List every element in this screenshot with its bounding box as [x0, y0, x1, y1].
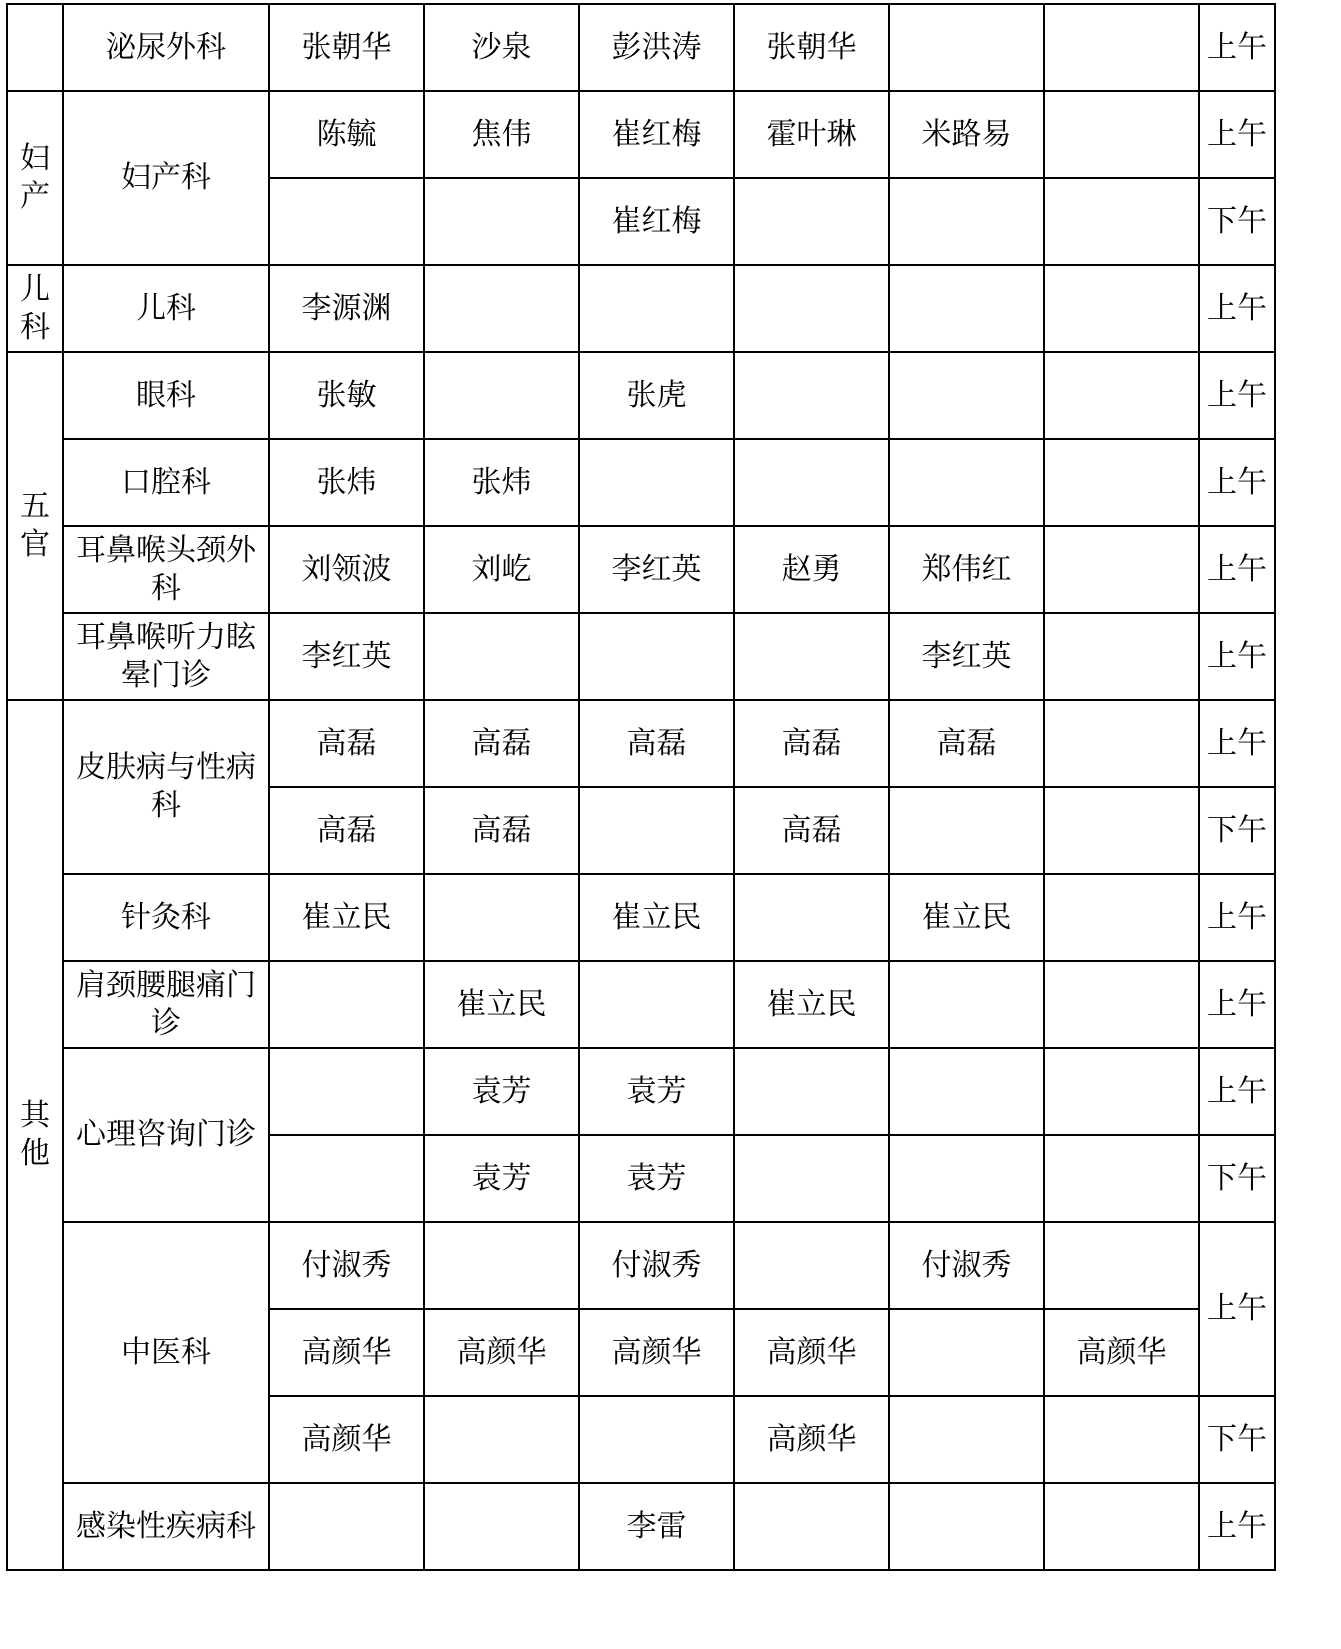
doctor-cell: 崔立民 [269, 874, 424, 961]
doctor-cell [1044, 4, 1199, 91]
doctor-cell [1044, 178, 1199, 265]
doctor-cell [734, 1222, 889, 1309]
department-cell: 针灸科 [63, 874, 269, 961]
session-cell: 上午 [1199, 265, 1275, 352]
session-cell: 上午 [1199, 613, 1275, 700]
doctor-cell: 霍叶琳 [734, 91, 889, 178]
doctor-cell: 崔立民 [424, 961, 579, 1048]
session-cell: 上午 [1199, 91, 1275, 178]
doctor-cell [424, 1483, 579, 1570]
doctor-cell [1044, 961, 1199, 1048]
doctor-cell: 高磊 [579, 700, 734, 787]
doctor-cell [734, 352, 889, 439]
department-cell: 感染性疾病科 [63, 1483, 269, 1570]
doctor-cell [1044, 787, 1199, 874]
doctor-cell: 刘领波 [269, 526, 424, 613]
doctor-cell: 高磊 [734, 700, 889, 787]
doctor-cell [734, 613, 889, 700]
table-row [7, 265, 1275, 352]
table-row [7, 961, 1275, 1048]
session-cell: 下午 [1199, 1135, 1275, 1222]
doctor-cell [734, 1483, 889, 1570]
department-cell: 口腔科 [63, 439, 269, 526]
doctor-cell [1044, 613, 1199, 700]
session-cell: 上午 [1199, 4, 1275, 91]
doctor-cell [579, 613, 734, 700]
doctor-cell [269, 1483, 424, 1570]
doctor-cell [1044, 1483, 1199, 1570]
doctor-cell: 张朝华 [734, 4, 889, 91]
table-row [7, 526, 1275, 613]
table-row [7, 1048, 1275, 1135]
doctor-cell [1044, 526, 1199, 613]
session-cell: 上午 [1199, 1048, 1275, 1135]
doctor-cell: 崔立民 [579, 874, 734, 961]
session-cell: 下午 [1199, 178, 1275, 265]
doctor-cell [889, 1483, 1044, 1570]
doctor-cell: 陈毓 [269, 91, 424, 178]
doctor-cell: 付淑秀 [269, 1222, 424, 1309]
doctor-cell [889, 1135, 1044, 1222]
session-cell: 上午 [1199, 352, 1275, 439]
doctor-cell: 崔红梅 [579, 178, 734, 265]
category-cell: 五官 [7, 352, 63, 700]
category-cell: 其他 [7, 700, 63, 1570]
doctor-cell: 付淑秀 [889, 1222, 1044, 1309]
table-row [7, 700, 1275, 787]
doctor-cell: 张敏 [269, 352, 424, 439]
clinic-schedule-table [6, 3, 1276, 1571]
doctor-cell: 高颜华 [424, 1309, 579, 1396]
department-cell: 中医科 [63, 1222, 269, 1483]
doctor-cell [579, 787, 734, 874]
doctor-cell: 高颜华 [734, 1309, 889, 1396]
doctor-cell: 张炜 [269, 439, 424, 526]
doctor-cell: 高磊 [889, 700, 1044, 787]
department-cell: 肩颈腰腿痛门诊 [63, 961, 269, 1048]
session-cell: 上午 [1199, 874, 1275, 961]
doctor-cell [579, 1396, 734, 1483]
department-cell: 皮肤病与性病科 [63, 700, 269, 874]
department-cell: 儿科 [63, 265, 269, 352]
doctor-cell: 高颜华 [734, 1396, 889, 1483]
session-cell: 上午 [1199, 961, 1275, 1048]
doctor-cell: 张虎 [579, 352, 734, 439]
doctor-cell [889, 961, 1044, 1048]
doctor-cell [269, 1135, 424, 1222]
doctor-cell: 高颜华 [1044, 1309, 1199, 1396]
department-cell: 妇产科 [63, 91, 269, 265]
doctor-cell [889, 4, 1044, 91]
doctor-cell: 李红英 [889, 613, 1044, 700]
doctor-cell [579, 265, 734, 352]
doctor-cell [424, 874, 579, 961]
doctor-cell [1044, 1396, 1199, 1483]
doctor-cell: 李红英 [579, 526, 734, 613]
doctor-cell: 高磊 [424, 700, 579, 787]
doctor-cell: 李源渊 [269, 265, 424, 352]
doctor-cell: 焦伟 [424, 91, 579, 178]
doctor-cell: 李雷 [579, 1483, 734, 1570]
doctor-cell [1044, 1222, 1199, 1309]
doctor-cell: 崔立民 [734, 961, 889, 1048]
department-cell: 眼科 [63, 352, 269, 439]
doctor-cell [579, 961, 734, 1048]
doctor-cell: 彭洪涛 [579, 4, 734, 91]
doctor-cell: 高颜华 [579, 1309, 734, 1396]
doctor-cell [1044, 265, 1199, 352]
department-cell: 心理咨询门诊 [63, 1048, 269, 1222]
doctor-cell: 袁芳 [579, 1048, 734, 1135]
doctor-cell [269, 1048, 424, 1135]
doctor-cell [269, 178, 424, 265]
doctor-cell: 高磊 [424, 787, 579, 874]
session-cell: 上午 [1199, 1222, 1275, 1396]
doctor-cell [889, 265, 1044, 352]
doctor-cell [734, 178, 889, 265]
doctor-cell: 袁芳 [424, 1048, 579, 1135]
doctor-cell: 高磊 [269, 700, 424, 787]
doctor-cell [579, 439, 734, 526]
doctor-cell: 崔立民 [889, 874, 1044, 961]
doctor-cell [424, 613, 579, 700]
table-row [7, 613, 1275, 700]
doctor-cell [1044, 439, 1199, 526]
doctor-cell [889, 1396, 1044, 1483]
doctor-cell: 袁芳 [579, 1135, 734, 1222]
doctor-cell: 张炜 [424, 439, 579, 526]
doctor-cell: 付淑秀 [579, 1222, 734, 1309]
doctor-cell: 郑伟红 [889, 526, 1044, 613]
doctor-cell [1044, 1048, 1199, 1135]
doctor-cell: 张朝华 [269, 4, 424, 91]
category-cell [7, 4, 63, 91]
table-row [7, 874, 1275, 961]
table-row [7, 439, 1275, 526]
session-cell: 上午 [1199, 1483, 1275, 1570]
doctor-cell: 高颜华 [269, 1396, 424, 1483]
doctor-cell [1044, 700, 1199, 787]
doctor-cell: 赵勇 [734, 526, 889, 613]
doctor-cell: 米路易 [889, 91, 1044, 178]
doctor-cell [734, 439, 889, 526]
department-cell: 耳鼻喉听力眩晕门诊 [63, 613, 269, 700]
doctor-cell [889, 1309, 1044, 1396]
doctor-cell: 沙泉 [424, 4, 579, 91]
table-row [7, 4, 1275, 91]
doctor-cell: 高磊 [269, 787, 424, 874]
table-row [7, 352, 1275, 439]
doctor-cell [734, 1135, 889, 1222]
doctor-cell [889, 1048, 1044, 1135]
doctor-cell [424, 1222, 579, 1309]
doctor-cell: 袁芳 [424, 1135, 579, 1222]
department-cell: 耳鼻喉头颈外科 [63, 526, 269, 613]
doctor-cell: 崔红梅 [579, 91, 734, 178]
doctor-cell [424, 352, 579, 439]
doctor-cell [734, 265, 889, 352]
doctor-cell [734, 1048, 889, 1135]
table-row [7, 1222, 1275, 1309]
doctor-cell [1044, 91, 1199, 178]
category-cell: 妇产 [7, 91, 63, 265]
doctor-cell [889, 178, 1044, 265]
session-cell: 下午 [1199, 787, 1275, 874]
doctor-cell [889, 439, 1044, 526]
doctor-cell [424, 178, 579, 265]
session-cell: 上午 [1199, 700, 1275, 787]
department-cell: 泌尿外科 [63, 4, 269, 91]
session-cell: 下午 [1199, 1396, 1275, 1483]
doctor-cell: 李红英 [269, 613, 424, 700]
doctor-cell [734, 874, 889, 961]
doctor-cell [1044, 352, 1199, 439]
doctor-cell [269, 961, 424, 1048]
doctor-cell [1044, 874, 1199, 961]
table-row [7, 91, 1275, 178]
doctor-cell [889, 352, 1044, 439]
category-cell: 儿科 [7, 265, 63, 352]
session-cell: 上午 [1199, 526, 1275, 613]
doctor-cell [424, 1396, 579, 1483]
doctor-cell: 高磊 [734, 787, 889, 874]
doctor-cell [424, 265, 579, 352]
session-cell: 上午 [1199, 439, 1275, 526]
doctor-cell: 高颜华 [269, 1309, 424, 1396]
doctor-cell [889, 787, 1044, 874]
doctor-cell [1044, 1135, 1199, 1222]
table-row [7, 1483, 1275, 1570]
doctor-cell: 刘屹 [424, 526, 579, 613]
